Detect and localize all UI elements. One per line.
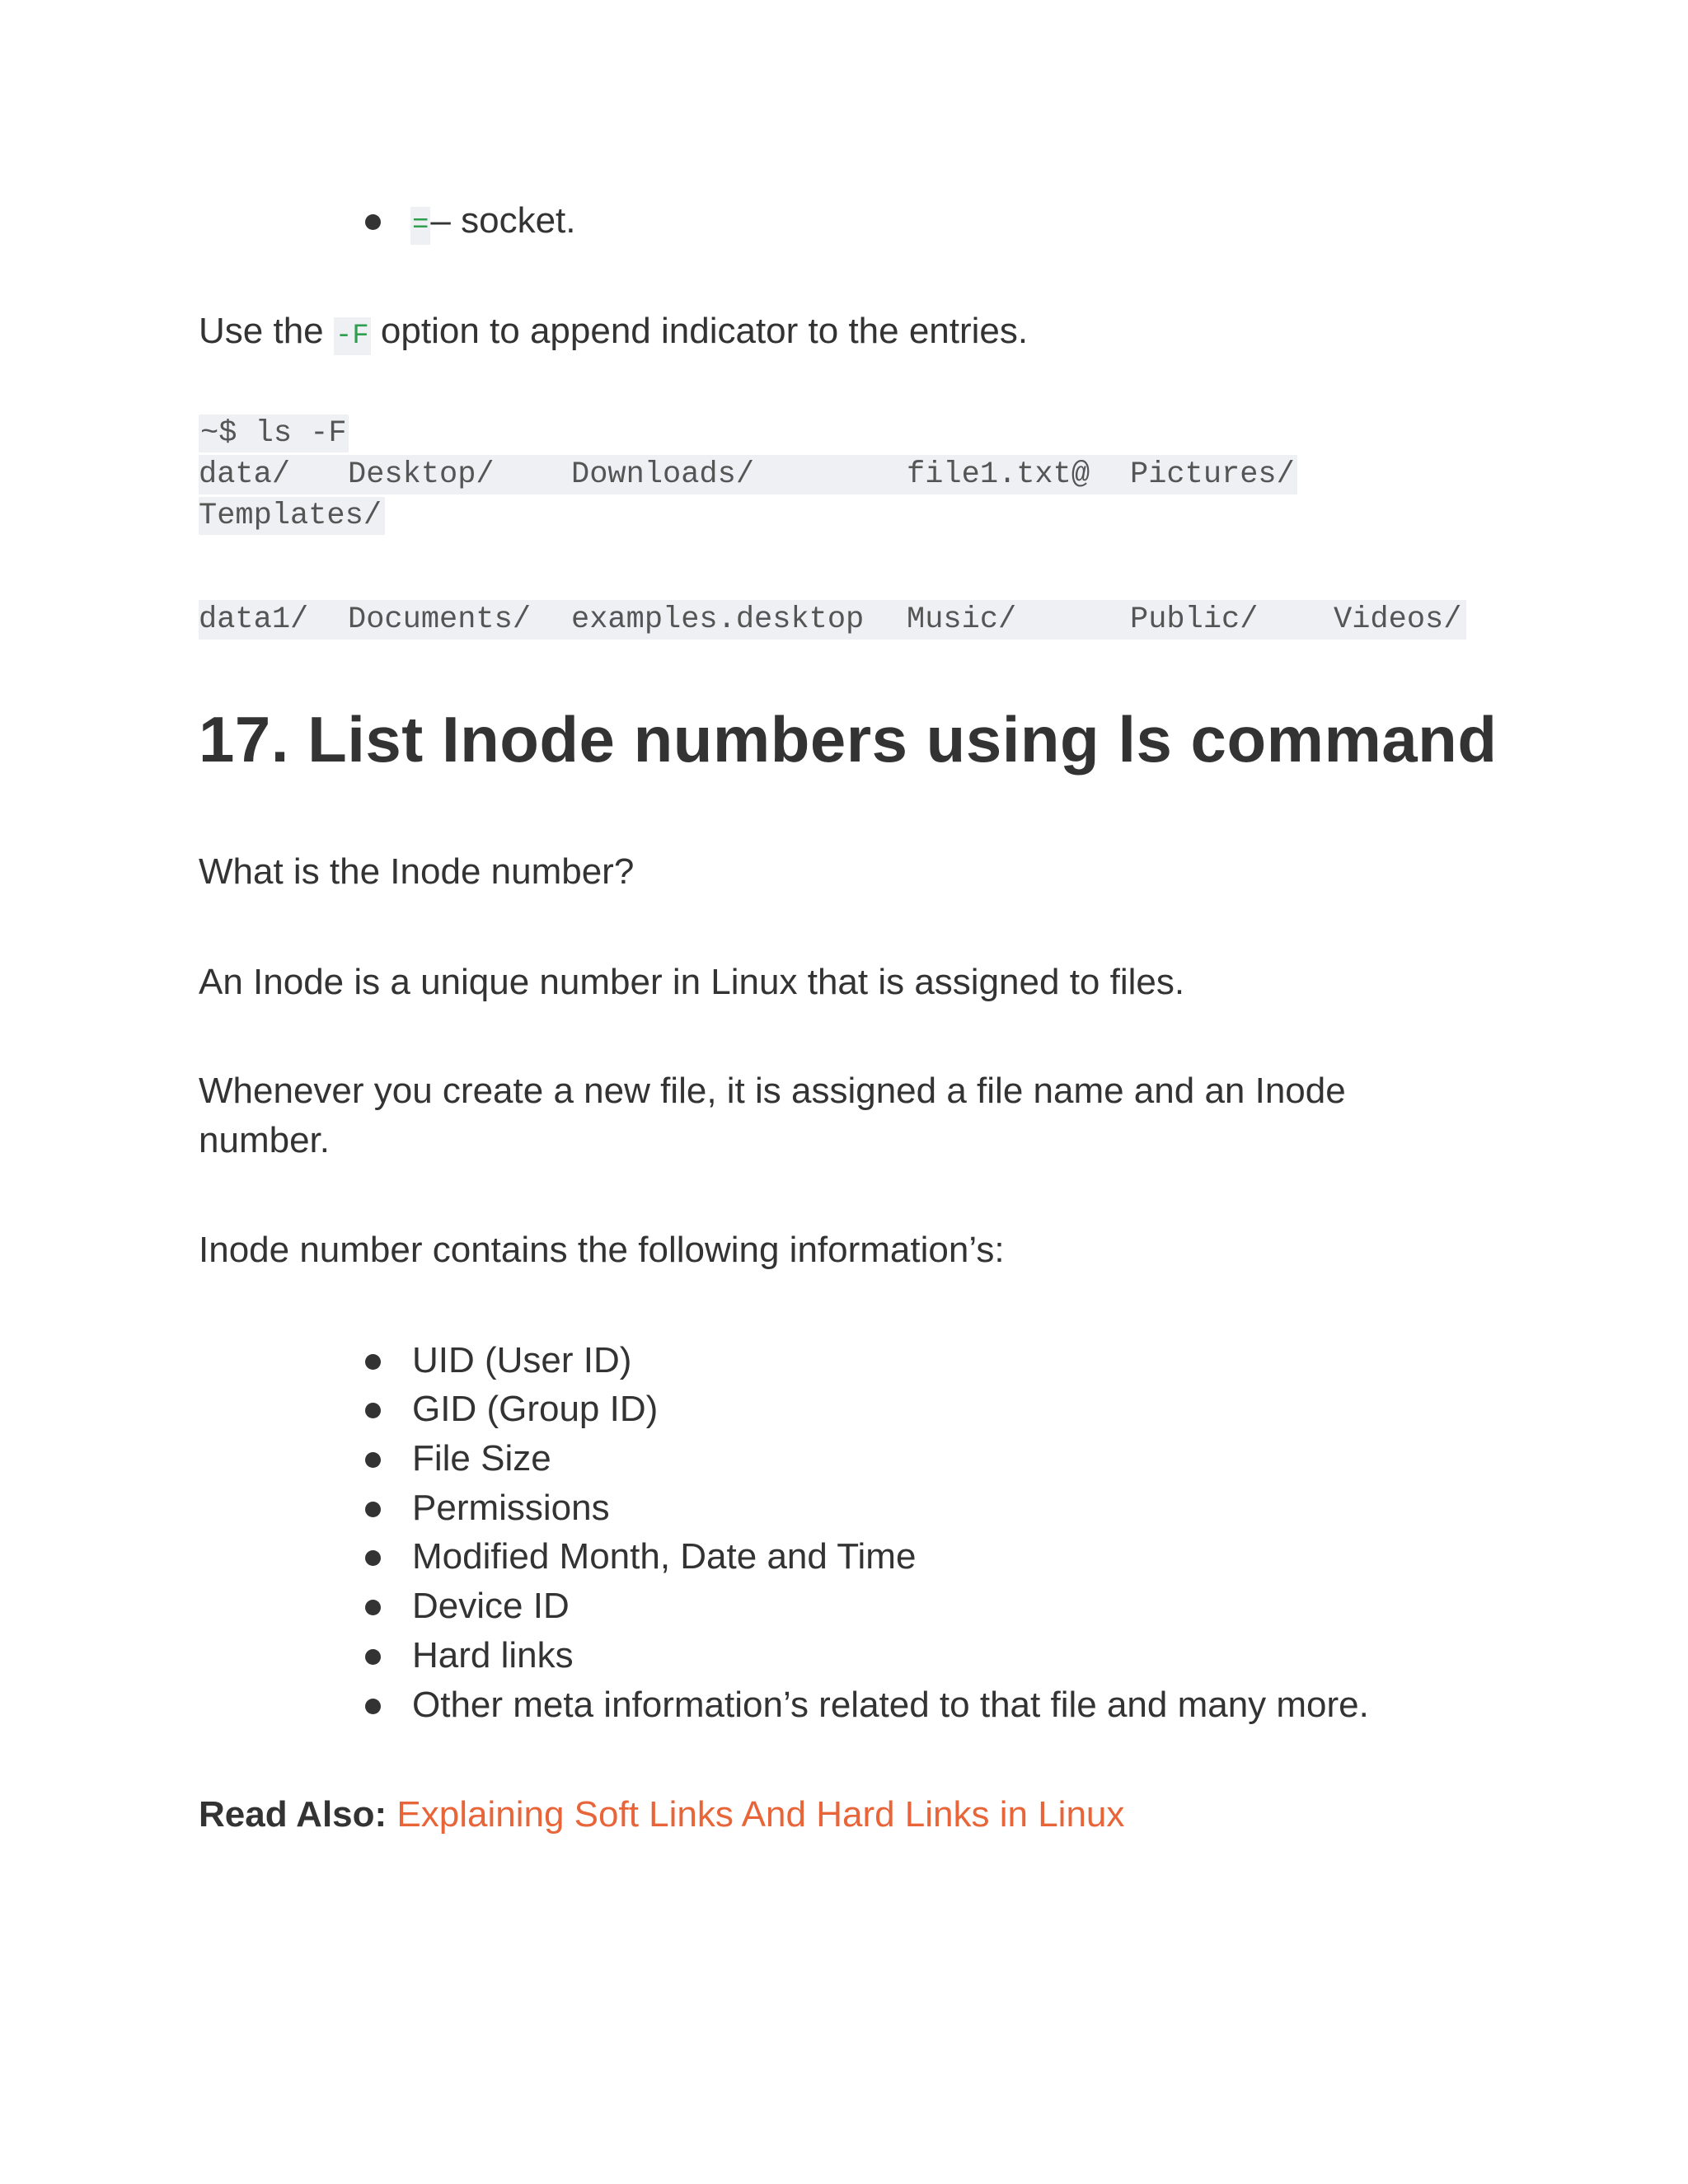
- list-item: Hard links: [412, 1635, 574, 1675]
- list-item: Other meta information’s related to that file and many more.: [412, 1685, 1369, 1725]
- code-row1-col1: data/: [199, 457, 291, 492]
- paragraph-new-file-line1: Whenever you create a new file, it is assigned a file name and an Inode: [199, 1071, 1346, 1111]
- code-row2-col3: examples.desktop: [571, 602, 865, 637]
- bullet-dot: [365, 214, 381, 230]
- bullet-dot: [365, 1452, 381, 1468]
- list-item: GID (Group ID): [412, 1389, 659, 1429]
- code-row1-wrap: Templates/: [199, 497, 385, 535]
- section-heading: 17. List Inode numbers using ls command: [199, 703, 1498, 776]
- read-also-link[interactable]: Explaining Soft Links And Hard Links in Linux: [396, 1794, 1125, 1835]
- code-row2-col1: data1/: [199, 602, 309, 637]
- intro-prefix: Use the: [199, 311, 334, 351]
- list-item: Permissions: [412, 1488, 610, 1528]
- code-row2-col2: Documents/: [348, 602, 532, 637]
- socket-text: – socket.: [430, 200, 576, 241]
- bullet-dot: [365, 1649, 381, 1665]
- option-code: -F: [334, 317, 371, 355]
- bullet-dot: [365, 1354, 381, 1370]
- list-item: UID (User ID): [412, 1340, 632, 1380]
- list-item: Device ID: [412, 1586, 570, 1626]
- paragraph-what-is-inode: What is the Inode number?: [199, 851, 635, 892]
- code-prompt: ~$ ls -F: [200, 416, 347, 451]
- bullet-dot: [365, 1600, 381, 1615]
- bullet-dot: [365, 1699, 381, 1714]
- read-also: [199, 1790, 1124, 1840]
- socket-list-item: [410, 196, 576, 251]
- bullet-dot: [365, 1502, 381, 1517]
- socket-code: =: [410, 207, 430, 245]
- paragraph-new-file-line2: number.: [199, 1120, 330, 1160]
- code-row1-col2: Desktop/: [348, 457, 495, 492]
- bullet-dot: [365, 1403, 381, 1418]
- intro-suffix: option to append indicator to the entries.: [370, 311, 1029, 351]
- code-row1-col4: file1.txt@: [907, 457, 1090, 492]
- code-row1-col3: Downloads/: [571, 457, 755, 492]
- list-item: File Size: [412, 1438, 551, 1479]
- paragraph-inode-contains: Inode number contains the following information’s:: [199, 1230, 1005, 1270]
- paragraph-inode-definition: An Inode is a unique number in Linux that is assigned to files.: [199, 962, 1185, 1002]
- code-row2-col4: Music/: [907, 602, 1017, 637]
- code-row2-col5: Public/: [1130, 602, 1259, 637]
- read-also-label: Read Also:: [199, 1794, 387, 1835]
- bullet-dot: [365, 1550, 381, 1566]
- code-row2-col6: Videos/: [1334, 602, 1462, 637]
- code-row1-col5: Pictures/: [1130, 457, 1295, 492]
- list-item: Modified Month, Date and Time: [412, 1536, 917, 1577]
- intro-paragraph: [199, 307, 1028, 361]
